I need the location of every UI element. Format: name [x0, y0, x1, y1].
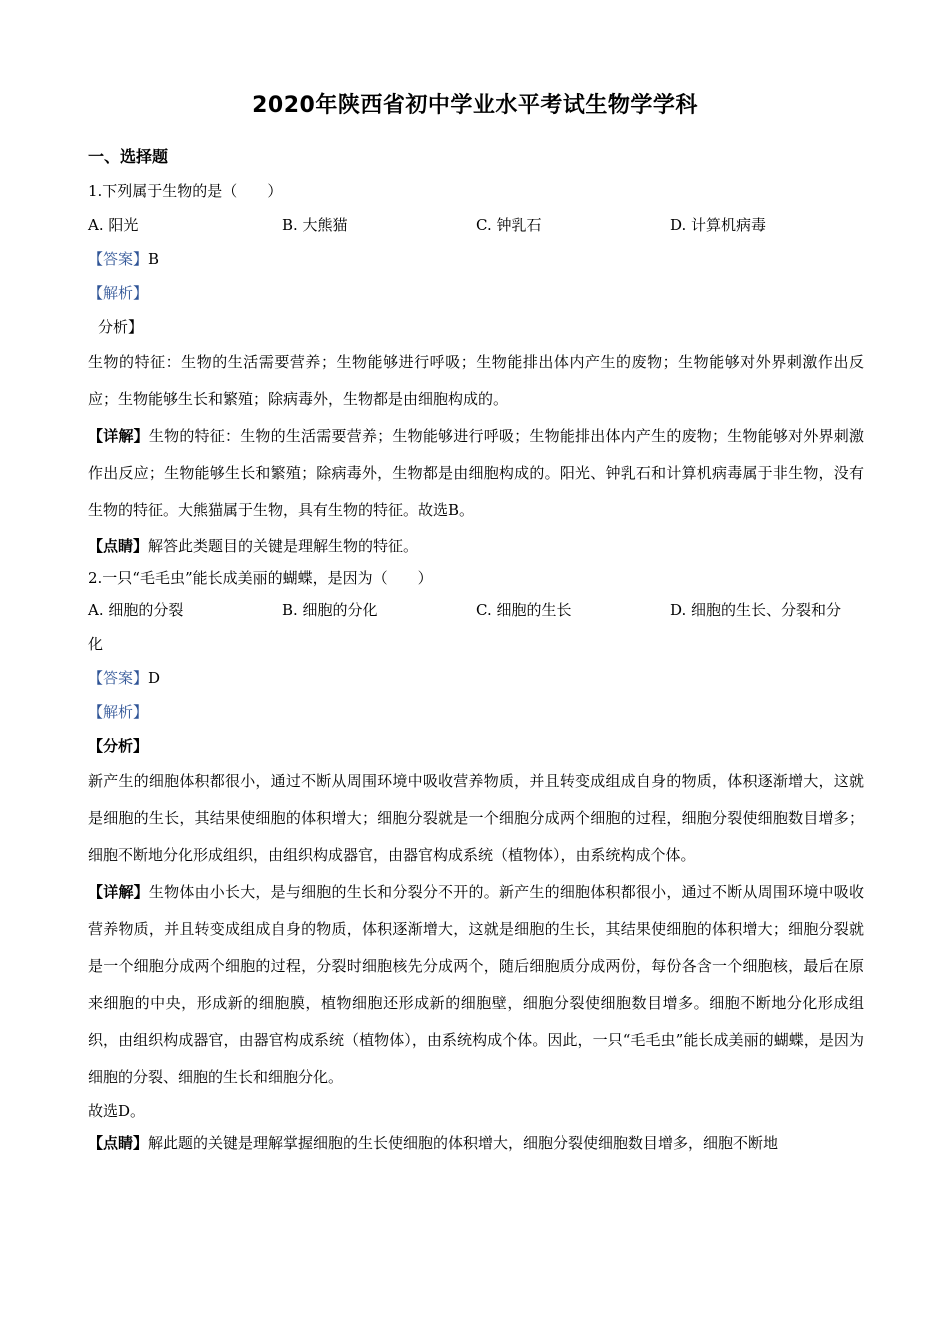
q1-analysis-tag: 【解析】 — [88, 284, 149, 302]
section-heading: 一、选择题 — [88, 147, 169, 166]
q1-answer-value: B — [148, 250, 160, 268]
q1-detail — [88, 418, 864, 529]
q2-option-c: C. 细胞的生长 — [476, 601, 572, 619]
question-2-options — [88, 593, 864, 627]
q2-detail-text: 生物体由小长大，是与细胞的生长和分裂分不开的。新产生的细胞体积都很小，通过不断从周围环境中吸收营养物质，并且转变成组成自身的物质，体积逐渐增大，这就是细胞的生长，其结果使细胞的体积增大；细胞分裂就是一个细胞分成两个细胞的过程，分裂时细胞核先分成两个，随后细胞质分成两份，每份各含一个细胞核，最后在原来细胞的中央，形成新的细胞膜，植物细胞还形成新的细胞壁，细胞分裂使细胞数目增多。细胞不断地分化形成组织，由组织构成器官，由器官构成系统（植物体），由系统构成个体。因此，一只“毛毛虫”能长成美丽的蝴蝶，是因为细胞的分裂、细胞的生长和细胞分化。 — [88, 883, 864, 1086]
q1-tip-tag: 【点睛】 — [88, 537, 149, 555]
q2-tip — [88, 1126, 864, 1160]
q1-tip — [88, 529, 864, 563]
q1-option-a: A. 阳光 — [88, 216, 139, 234]
q1-tip-text: 解答此类题目的关键是理解生物的特征。 — [148, 537, 419, 555]
q1-option-b: B. 大熊猫 — [282, 216, 348, 234]
content-area — [88, 140, 864, 1160]
q1-answer — [88, 242, 864, 276]
q2-answer-tag: 【答案】 — [88, 669, 149, 687]
q1-answer-tag: 【答案】 — [88, 250, 149, 268]
q1-detail-text: 生物的特征：生物的生活需要营养；生物能够进行呼吸；生物能排出体内产生的废物；生物能够对外界刺激作出反应；生物能够生长和繁殖；除病毒外，生物都是由细胞构成的。阳光、钟乳石和计算机病毒属于非生物，没有生物的特征。大熊猫属于生物，具有生物的特征。故选B。 — [88, 427, 864, 519]
question-2-stem: 2.一只“毛毛虫”能长成美丽的蝴蝶，是因为（ ） — [88, 569, 433, 587]
q2-option-d: D. 细胞的生长、分裂和分 — [670, 601, 842, 619]
question-1-options — [88, 208, 864, 242]
q2-option-d-wrap: 化 — [88, 635, 104, 653]
q2-option-b: B. 细胞的分化 — [282, 601, 378, 619]
q2-conclusion: 故选D。 — [88, 1102, 146, 1120]
q2-analysis-tag: 【解析】 — [88, 703, 149, 721]
q2-detail-tag: 【详解】 — [88, 883, 149, 901]
q2-tip-tag: 【点睛】 — [88, 1134, 149, 1152]
q1-option-c: C. 钟乳石 — [476, 216, 542, 234]
question-1-stem: 1.下列属于生物的是（ ） — [88, 182, 283, 200]
q1-fenxi-label: 分析】 — [98, 318, 144, 336]
q2-tip-text: 解此题的关键是理解掌握细胞的生长使细胞的体积增大，细胞分裂使细胞数目增多，细胞不断地 — [148, 1134, 779, 1152]
q2-fenxi-label: 【分析】 — [88, 737, 149, 755]
q2-detail — [88, 874, 864, 1096]
q1-option-d: D. 计算机病毒 — [670, 216, 767, 234]
q1-fenxi-text: 生物的特征：生物的生活需要营养；生物能够进行呼吸；生物能排出体内产生的废物；生物能够对外界刺激作出反应；生物能够生长和繁殖；除病毒外，生物都是由细胞构成的。 — [88, 353, 864, 408]
page-title: 2020年陕西省初中学业水平考试生物学学科 — [252, 93, 698, 118]
q2-option-a: A. 细胞的分裂 — [88, 601, 184, 619]
q2-answer-value: D — [148, 669, 161, 687]
q2-answer — [88, 661, 864, 695]
q1-detail-tag: 【详解】 — [88, 427, 149, 445]
q2-fenxi-text: 新产生的细胞体积都很小，通过不断从周围环境中吸收营养物质，并且转变成组成自身的物质，体积逐渐增大，这就是细胞的生长，其结果使细胞的体积增大；细胞分裂就是一个细胞分成两个细胞的过程，细胞分裂使细胞数目增多；细胞不断地分化形成组织，由组织构成器官，由器官构成系统（植物体），由系统构成个体。 — [88, 772, 864, 864]
